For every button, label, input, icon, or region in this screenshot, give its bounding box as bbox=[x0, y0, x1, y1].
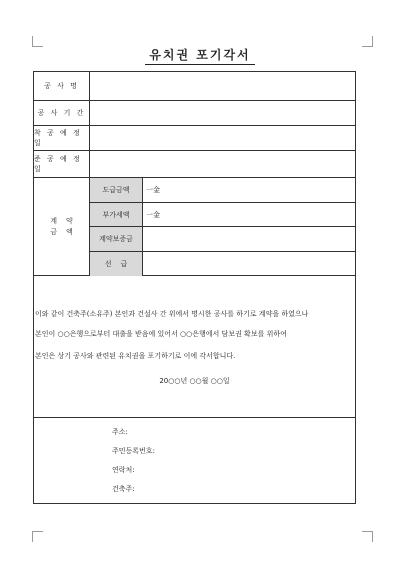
crop-mark-bottom-right bbox=[362, 531, 373, 542]
statement-line-2: 본인이 ○○은행으로부터 대출을 받음에 있어서 ○○은행에서 담보권 확보를 위하여 bbox=[35, 330, 287, 338]
statement-line-1: 이와 같이 건축주(소유주) 본인과 건설사 간 위에서 명시한 공사를 하기로 계약을 하였으나 bbox=[35, 310, 309, 318]
row-start-date bbox=[34, 126, 355, 151]
contract-row-subcontract bbox=[90, 178, 355, 203]
contract-row-vat bbox=[90, 203, 355, 227]
completion-date-label: 준 공 예 정 일 bbox=[34, 151, 90, 177]
signature-section bbox=[34, 418, 355, 503]
statement-section bbox=[34, 276, 355, 418]
statement-date: 20○○년 ○○월 ○○일 bbox=[159, 377, 230, 385]
contract-row-advance bbox=[90, 252, 355, 276]
contract-amount-block bbox=[34, 178, 355, 276]
waiver-form bbox=[33, 71, 356, 504]
contract-row-deposit bbox=[90, 227, 355, 252]
document-title-wrap bbox=[0, 44, 400, 65]
start-date-label: 착 공 예 정 일 bbox=[34, 126, 90, 150]
contract-amount-label bbox=[34, 178, 90, 275]
document-title: 유치권 포기각서 bbox=[145, 46, 254, 65]
owner-label: 건축주: bbox=[112, 485, 135, 493]
row-project-name bbox=[34, 72, 355, 101]
resident-number-label: 주민등록번호: bbox=[112, 447, 155, 455]
contact-label: 연락처: bbox=[112, 466, 135, 474]
contract-deposit-label: 계약보증금 bbox=[90, 227, 143, 251]
crop-mark-bottom-left bbox=[32, 531, 43, 542]
address-label: 주소: bbox=[112, 428, 128, 436]
project-period-label: 공 사 기 간 bbox=[34, 101, 90, 125]
row-project-period bbox=[34, 101, 355, 126]
row-completion-date bbox=[34, 151, 355, 178]
contract-label-line2: 금 액 bbox=[50, 227, 73, 236]
statement-line-3: 본인은 상기 공사와 관련된 유치권을 포기하기로 이에 각서합니다. bbox=[35, 352, 236, 360]
subcontract-amount-value: 一金 bbox=[146, 186, 160, 194]
vat-amount-label: 부가세액 bbox=[90, 203, 143, 226]
subcontract-amount-label: 도급금액 bbox=[90, 178, 143, 202]
advance-payment-label: 선 급 bbox=[90, 252, 143, 276]
vat-amount-value: 一金 bbox=[146, 210, 160, 219]
project-name-label: 공 사 명 bbox=[34, 72, 90, 100]
contract-label-line1: 계 약 bbox=[50, 216, 73, 225]
